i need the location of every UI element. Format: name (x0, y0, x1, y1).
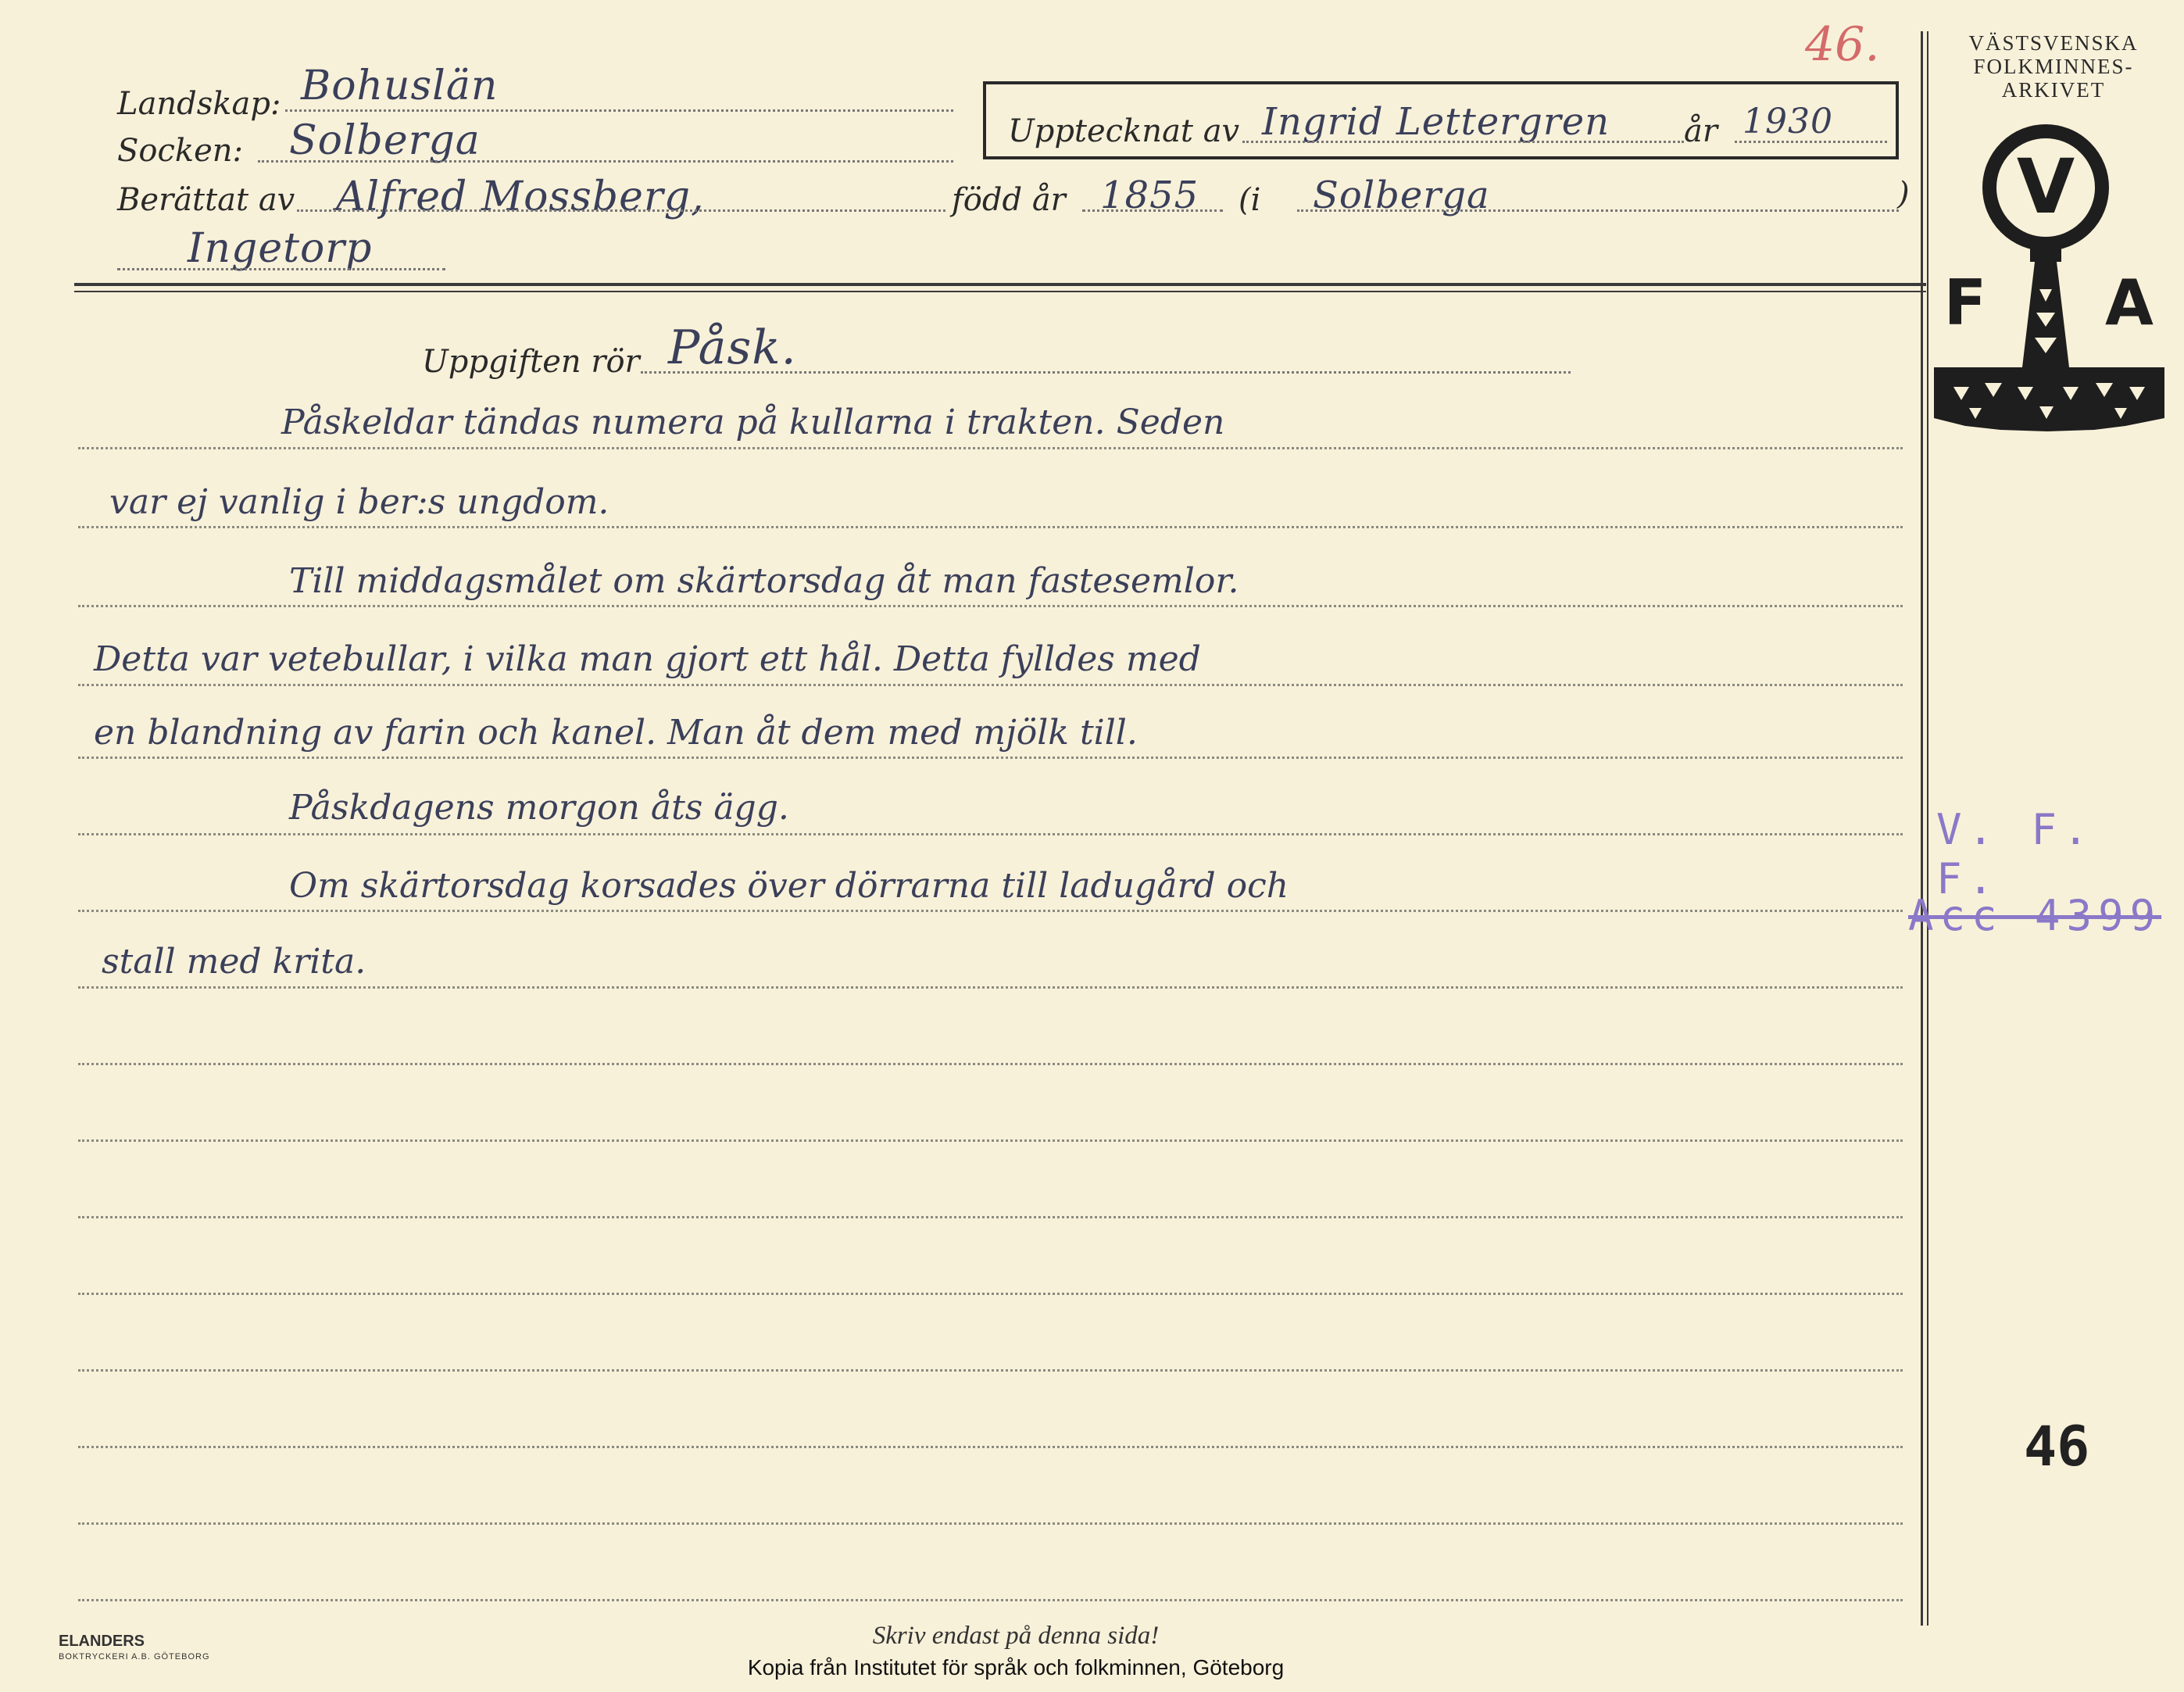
archive-name (1936, 31, 2171, 102)
printer-name: ELANDERS (59, 1633, 145, 1650)
margin-rule-outer (1921, 31, 1923, 1626)
ruled-line (78, 1522, 1903, 1525)
berattat-value-line2: Ingetorp (188, 225, 373, 272)
subject-dotted-line (641, 371, 1571, 374)
ar-value: 1930 (1743, 102, 1833, 141)
vff-stamp: V. F. F. (1936, 805, 2095, 903)
fodd-place-dotted-line (1297, 209, 1899, 212)
body-line: Till middagsmålet om skärtorsdag åt man fastesemlor. (289, 561, 1239, 601)
berattat-value: Alfred Mossberg, (336, 173, 705, 220)
logo-letter-f: F (1943, 266, 1987, 339)
ruled-line (78, 833, 1903, 835)
landskap-dotted-line (285, 109, 953, 112)
ar-label: år (1684, 113, 1718, 149)
ruled-line (78, 1139, 1903, 1142)
header-rule-bottom (74, 291, 1926, 292)
ruled-line (78, 526, 1903, 528)
ruled-line (78, 605, 1903, 607)
fodd-place: Solberga (1313, 173, 1490, 217)
body-line: Detta var vetebullar, i vilka man gjort ett hål. Detta fylldes med (94, 639, 1201, 679)
archive-name-line2: FOLKMINNES- (1973, 55, 2134, 78)
corner-number: 46. (1805, 17, 1880, 72)
upptecknat-dotted-line (1242, 141, 1684, 143)
copy-note: Kopia från Institutet för språk och folkminnen, Göteborg (747, 1655, 1285, 1679)
berattat-label: Berättat av (117, 182, 295, 218)
ruled-line (78, 1446, 1903, 1448)
socken-dotted-line (258, 160, 953, 163)
ar-dotted-line (1735, 141, 1887, 143)
fodd-label: född år (952, 182, 1066, 218)
berattat-line2-dotted (117, 268, 445, 270)
printer-sub: BOKTRYCKERI A.B. GÖTEBORG (59, 1652, 210, 1662)
fodd-value: 1855 (1100, 173, 1199, 217)
logo-letter-a: A (2105, 266, 2154, 339)
upptecknat-value: Ingrid Lettergren (1262, 100, 1610, 144)
body-line: var ej vanlig i ber:s ungdom. (109, 482, 609, 522)
ruled-line (78, 1599, 1903, 1601)
ruled-line (78, 1063, 1903, 1065)
subject-label: Uppgiften rör (422, 344, 640, 380)
landskap-value: Bohuslän (301, 63, 499, 109)
body-line: stall med krita. (102, 942, 366, 982)
ruled-line (78, 684, 1903, 686)
ruled-line (78, 757, 1903, 759)
fodd-dotted-line (1082, 209, 1223, 212)
header-rule-top (74, 283, 1926, 286)
upptecknat-label: Upptecknat av (1008, 113, 1240, 149)
fodd-paren-open: (i (1239, 182, 1261, 218)
fodd-paren-close: ) (1897, 176, 1910, 212)
margin-rule-inner (1927, 31, 1928, 1626)
body-line: Om skärtorsdag korsades över dörrarna till ladugård och (289, 866, 1289, 906)
body-line: Påskdagens morgon åts ägg. (289, 788, 789, 828)
ruled-line (78, 1369, 1903, 1372)
ruled-line (78, 1293, 1903, 1295)
archive-logo-icon (1930, 117, 2172, 445)
body-line: en blandning av farin och kanel. Man åt dem med mjölk till. (94, 713, 1138, 753)
page-number: 46 (2024, 1415, 2090, 1479)
landskap-label: Landskap: (117, 86, 281, 122)
ruled-line (78, 1216, 1903, 1218)
socken-value: Solberga (289, 117, 481, 164)
ruled-line (78, 447, 1903, 449)
footer-instruction: Skriv endast på denna sida! (872, 1622, 1160, 1650)
logo-letter-v: V (2016, 143, 2075, 231)
socken-label: Socken: (117, 133, 244, 169)
ruled-line (78, 986, 1903, 989)
accession-stamp: Acc 4399 (1908, 891, 2162, 940)
ruled-line (78, 910, 1903, 912)
archive-name-line1: VÄSTSVENSKA (1968, 31, 2139, 55)
body-line: Påskeldar tändas numera på kullarna i trakten. Seden (281, 402, 1225, 442)
berattat-dotted-line (297, 209, 945, 212)
archive-name-line3: ARKIVET (2001, 78, 2106, 102)
subject-value: Påsk. (668, 320, 797, 375)
